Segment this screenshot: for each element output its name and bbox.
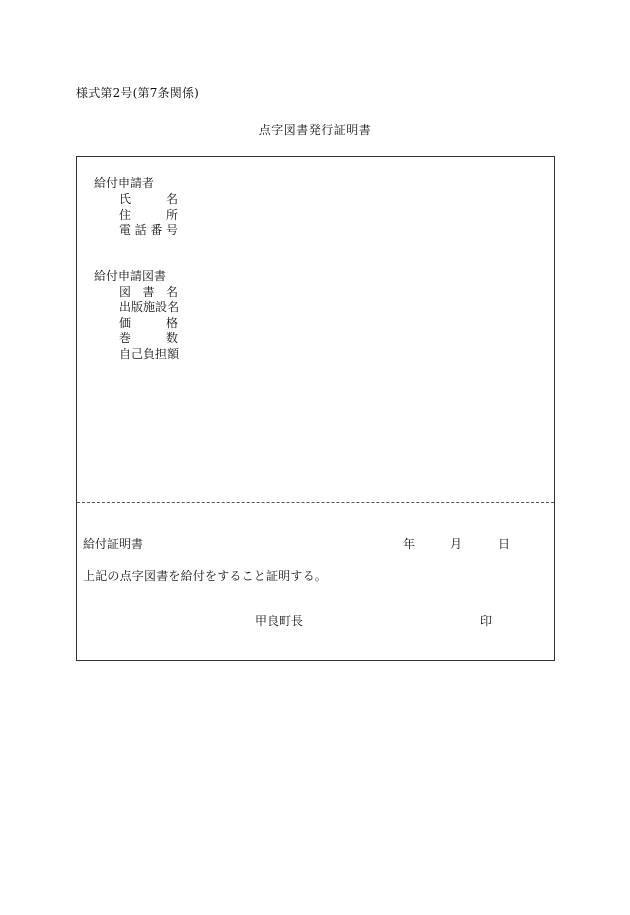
applicant-phone-label: 電 話 番 号	[119, 223, 178, 237]
book-volumes-label: 巻 数	[119, 331, 178, 345]
certificate-label: 給付証明書	[83, 537, 144, 551]
book-title-label: 図 書 名	[119, 285, 178, 299]
certificate-statement: 上記の点字図書を給付をすること証明する。	[83, 569, 328, 583]
form-number: 様式第2号(第7条関係)	[76, 86, 200, 100]
applicant-heading: 給付申請者	[94, 176, 155, 190]
date-year: 年	[403, 537, 416, 551]
form-box	[76, 156, 555, 661]
section-divider	[77, 502, 554, 503]
book-publisher-label: 出 版 施 設 名	[119, 300, 180, 314]
document-title: 点字図書発行証明書	[258, 123, 372, 137]
book-price-label: 価 格	[119, 316, 178, 330]
date-day: 日	[498, 537, 511, 551]
book-copayment-label: 自 己 負 担 額	[119, 347, 180, 361]
applicant-name-label: 氏 名	[119, 192, 178, 206]
book-heading: 給付申請図書	[94, 269, 167, 283]
applicant-address-label: 住 所	[119, 208, 178, 222]
date-month: 月	[450, 537, 463, 551]
issuer-title: 甲良町長	[255, 614, 304, 628]
seal-mark: 印	[480, 614, 493, 628]
